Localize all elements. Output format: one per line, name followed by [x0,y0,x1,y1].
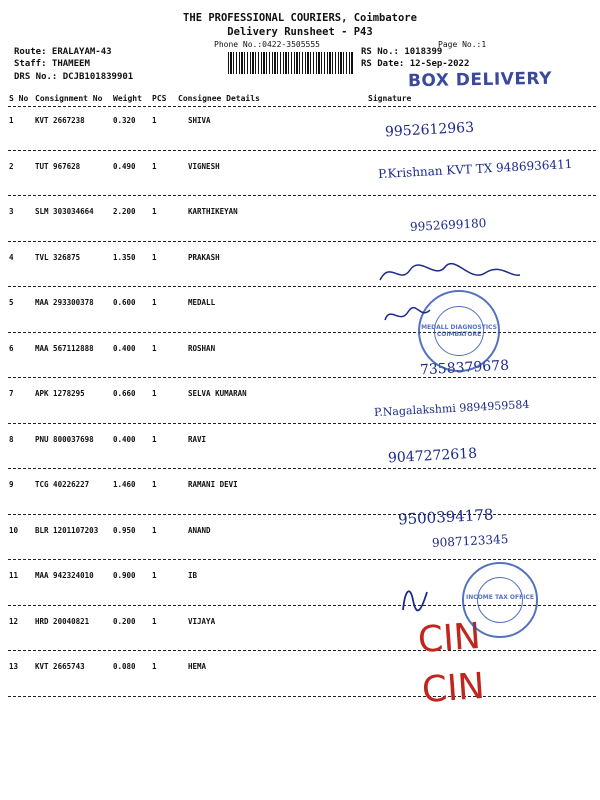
signature-scribble-row5 [380,300,440,330]
row-consignee: SELVA KUMARAN [188,389,247,398]
row-pcs: 1 [152,434,157,444]
row-weight: 0.200 [113,616,136,626]
row-weight: 0.900 [113,571,136,580]
row-divider [8,696,596,697]
rs-date: RS Date: 12-Sep-2022 [361,59,470,69]
row-consignment: KVT 2667238 [35,116,85,125]
row-pcs: 1 [152,298,157,307]
row-consignment: PNU 800037698 [35,434,94,444]
row-sno: 12 [9,616,19,626]
row-sno: 8 [9,434,14,444]
company-title: THE PROFESSIONAL COURIERS, Coimbatore [183,12,417,24]
row-consignee: SHIVA [188,116,211,125]
row-pcs: 1 [152,616,157,626]
row-pcs: 1 [152,161,157,171]
row-consignment: TVL 326875 [35,252,81,262]
row-pcs: 1 [152,207,157,216]
row-consignee: VIJAYA [188,616,216,626]
row-consignee: HEMA [188,662,207,671]
row-consignee: IB [188,571,198,580]
row-consignment: TCG 40226227 [35,480,90,489]
row-consignment: MAA 293300378 [35,298,94,307]
row-pcs: 1 [152,662,157,671]
row-divider [8,241,596,242]
col-weight: Weight [113,94,142,103]
row-sno: 13 [9,662,19,671]
row-signature: 7358379678 [419,357,510,379]
row-weight: 0.490 [113,161,136,171]
col-consignment: Consignment No [35,94,103,103]
row-consignee: RAMANI DEVI [188,480,238,489]
row-pcs: 1 [152,389,157,398]
page-number: Page No.:1 [438,40,487,49]
row-signature: P.Nagalakshmi 9894959584 [373,397,530,420]
row-consignee: ANAND [188,525,211,535]
office-round-stamp [462,562,538,638]
row-weight: 1.350 [113,252,136,262]
row-pcs: 1 [152,116,157,125]
row-pcs: 1 [152,252,157,262]
row-divider [8,650,596,651]
row-pcs: 1 [152,480,157,489]
office-stamp-text: INCOME TAX OFFICE [466,594,534,601]
row-signature: P.Krishnan KVT TX 9486936411 [377,156,573,182]
col-sno: S No [9,94,29,103]
row-consignee: KARTHIKEYAN [188,207,238,216]
row-consignee: RAVI [188,434,207,444]
row-consignee: MEDALL [188,298,216,307]
row-consignment: APK 1278295 [35,389,85,398]
row-sno: 9 [9,480,14,489]
row-divider [8,332,596,333]
row-signature-cin: CIN [416,615,483,662]
row-sno: 7 [9,389,14,398]
row-signature: 9047272618 [387,445,478,467]
box-delivery-stamp: BOX DELIVERY [407,68,553,92]
row-consignment: TUT 967628 [35,161,81,171]
row-signature: 9087123345 [431,532,509,550]
row-consignment: MAA 567112888 [35,343,94,353]
row-signature: 9952612963 [384,119,475,141]
row-sno: 4 [9,252,14,262]
row-sno: 10 [9,525,19,535]
col-signature: Signature [368,94,412,103]
row-divider [8,514,596,515]
runsheet-subtitle: Delivery Runsheet - P43 [227,26,373,38]
row-weight: 2.200 [113,207,136,216]
row-signature: 9500394178 [397,505,494,529]
medall-stamp-text: MEDALL DIAGNOSTICS COIMBATORE [421,324,497,338]
row-sno: 1 [9,116,14,125]
header-divider [8,106,596,107]
phone-number: Phone No.:0422-3505555 [214,40,320,49]
row-consignment: KVT 2665743 [35,662,85,671]
row-consignment: MAA 942324010 [35,571,94,580]
staff-label: Staff: THAMEEM [14,59,90,69]
row-sno: 6 [9,343,14,353]
row-consignment: SLM 303034664 [35,207,94,216]
signature-scribble-row4 [375,255,525,295]
row-weight: 0.400 [113,343,136,353]
signature-scribble-row11 [395,580,435,620]
row-sno: 11 [9,571,19,580]
row-consignee: PRAKASH [188,252,220,262]
drs-number: DRS No.: DCJB101839901 [14,72,134,82]
row-divider [8,150,596,151]
row-weight: 0.600 [113,298,136,307]
row-sno: 5 [9,298,14,307]
row-sno: 2 [9,161,14,171]
row-weight: 0.080 [113,662,136,671]
row-weight: 1.460 [113,480,136,489]
row-signature: 9952699180 [409,216,487,234]
row-consignee: ROSHAN [188,343,216,353]
col-pcs: PCS [152,94,167,103]
route-label: Route: ERALAYAM-43 [14,47,112,57]
row-signature-cin: CIN [420,665,487,712]
row-consignee: VIGNESH [188,161,220,171]
row-sno: 3 [9,207,14,216]
row-consignment: BLR 1201107203 [35,525,99,535]
row-consignment: HRD 20040821 [35,616,90,626]
col-consignee: Consignee Details [178,94,260,103]
row-divider [8,468,596,469]
row-weight: 0.400 [113,434,136,444]
row-weight: 0.950 [113,525,136,535]
row-weight: 0.320 [113,116,136,125]
row-divider [8,195,596,196]
barcode-image [228,52,354,74]
row-pcs: 1 [152,525,157,535]
row-weight: 0.660 [113,389,136,398]
row-divider [8,377,596,378]
row-pcs: 1 [152,343,157,353]
row-divider [8,423,596,424]
rs-number: RS No.: 1018399 [361,47,443,57]
row-divider [8,559,596,560]
row-pcs: 1 [152,571,157,580]
